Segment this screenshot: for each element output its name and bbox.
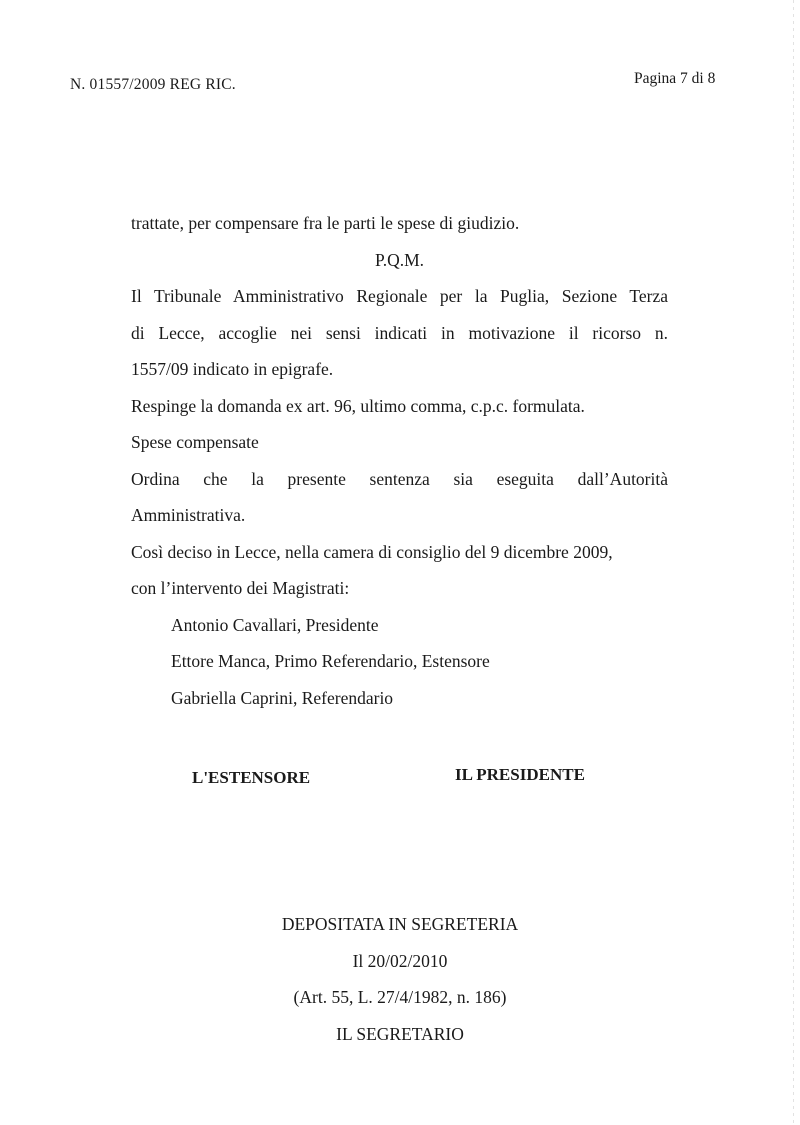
- judge-name: Ettore Manca, Primo Referendario, Estensore: [171, 651, 490, 671]
- body-line: Respinge la domanda ex art. 96, ultimo comma, c.p.c. formulata.: [131, 395, 585, 416]
- document-body: [131, 205, 668, 716]
- page-number: Pagina 7 di 8: [634, 70, 716, 87]
- body-line: con l’intervento dei Magistrati:: [131, 578, 350, 598]
- pqm-heading: P.Q.M.: [374, 249, 425, 270]
- signature-estensore: L'ESTENSORE: [192, 768, 311, 787]
- scan-edge: [793, 0, 794, 1125]
- deposit-secretary: IL SEGRETARIO: [336, 1023, 464, 1044]
- body-line: Ordina che la presente sentenza sia eseguita dall’Autorità: [131, 468, 668, 489]
- judge-name: Antonio Cavallari, Presidente: [171, 614, 379, 635]
- body-line: Così deciso in Lecce, nella camera di consiglio del 9 dicembre 2009,: [131, 541, 613, 562]
- judge-name: Gabriella Caprini, Referendario: [171, 687, 394, 708]
- deposit-title: DEPOSITATA IN SEGRETERIA: [281, 914, 519, 934]
- body-line: di Lecce, accoglie nei sensi indicati in motivazione il ricorso n.: [131, 322, 668, 343]
- deposit-law-reference: (Art. 55, L. 27/4/1982, n. 186): [293, 987, 507, 1007]
- deposit-block: [200, 906, 600, 1052]
- signature-presidente: IL PRESIDENTE: [455, 765, 585, 784]
- body-line: Il Tribunale Amministrativo Regionale per la Puglia, Sezione Terza: [131, 286, 668, 306]
- body-line: Amministrativa.: [131, 505, 246, 525]
- body-line: trattate, per compensare fra le parti le spese di giudizio.: [131, 213, 520, 233]
- body-line: 1557/09 indicato in epigrafe.: [131, 359, 334, 379]
- deposit-date: Il 20/02/2010: [352, 950, 448, 971]
- case-number: N. 01557/2009 REG RIC.: [70, 76, 236, 93]
- body-line: Spese compensate: [131, 432, 259, 452]
